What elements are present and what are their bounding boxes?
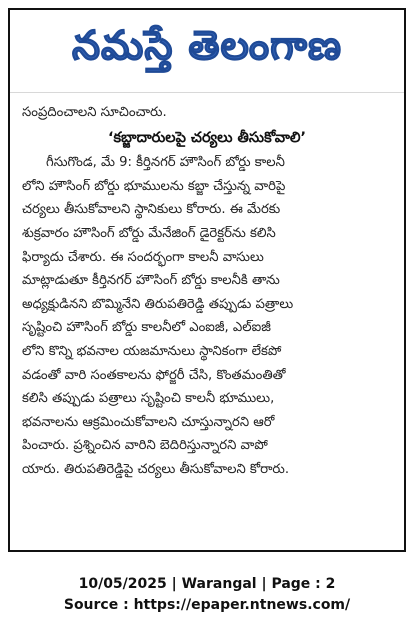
- footer-meta: 10/05/2025 | Warangal | Page : 2: [78, 576, 336, 592]
- article-headline: ‘కబ్జాదారులపై చర్యలు తీసుకోవాలి’: [107, 129, 307, 146]
- article-line: భవనాలను ఆక్రమించుకోవాలని చూస్తున్నారని ఆరో: [22, 414, 275, 430]
- newspaper-clipping: [8, 8, 406, 552]
- footer-source: Source : https://epaper.ntnews.com/: [63, 597, 351, 613]
- article-line: శుక్రవారం హౌసింగ్ బోర్డు మేనేజింగ్ డైరెక్టర్‌ను కలిసి: [22, 225, 276, 241]
- article-line: లోని కొన్ని భవనాల యజమానులు స్థానికంగా లేకపో: [22, 343, 282, 359]
- article-line: గీసుగొండ, మే 9: కీర్తినగర్ హౌసింగ్ బోర్డు కాలనీ: [46, 155, 285, 171]
- masthead-title: నమస్తే తెలంగాణ: [71, 23, 343, 69]
- masthead: [10, 10, 404, 93]
- article-line: మాట్లాడుతూ కీర్తినగర్ హౌసింగ్ బోర్డు కాలనీకి తాను: [22, 273, 280, 289]
- article-line: లోని హౌసింగ్ బోర్డు భూములను కబ్జా చేస్తున్న వారిపై: [22, 178, 286, 194]
- article-line: కలిసి తప్పుడు పత్రాలు సృష్టించి కాలనీ భూములు,: [22, 391, 275, 407]
- article-line: వడంతో వారి సంతకాలను ఫోర్జరీ చేసి, కొంతమంతితో: [22, 367, 286, 383]
- article-lead-line: సంప్రదించాలని సూచించారు.: [22, 105, 167, 120]
- article-line: ఫిర్యాదు చేశారు. ఈ సందర్భంగా కాలనీ వాసులు: [22, 249, 264, 265]
- clipping-footer: [0, 574, 414, 616]
- article-line: పించారు. ప్రశ్నించిన వారిని బెదిరిస్తున్నారని వాపో: [22, 438, 268, 454]
- article-line: సృష్టించి హౌసింగ్ బోర్డు కాలనీలో ఎంఐజీ, ఎల్‌ఐజీ: [22, 320, 271, 336]
- article-line: యారు. తిరుపతిరెడ్డిపై చర్యలు తీసుకోవాలని కోరారు.: [22, 461, 290, 477]
- article-line: చర్యలు తీసుకోవాలని స్థానికులు కోరారు. ఈ మేరకు: [22, 202, 281, 218]
- article-line: అధ్యక్షుడినని బొమ్మినేని తిరుపతిరెడ్డి తప్పుడు పత్రాలు: [22, 296, 294, 312]
- article-body: [10, 93, 404, 482]
